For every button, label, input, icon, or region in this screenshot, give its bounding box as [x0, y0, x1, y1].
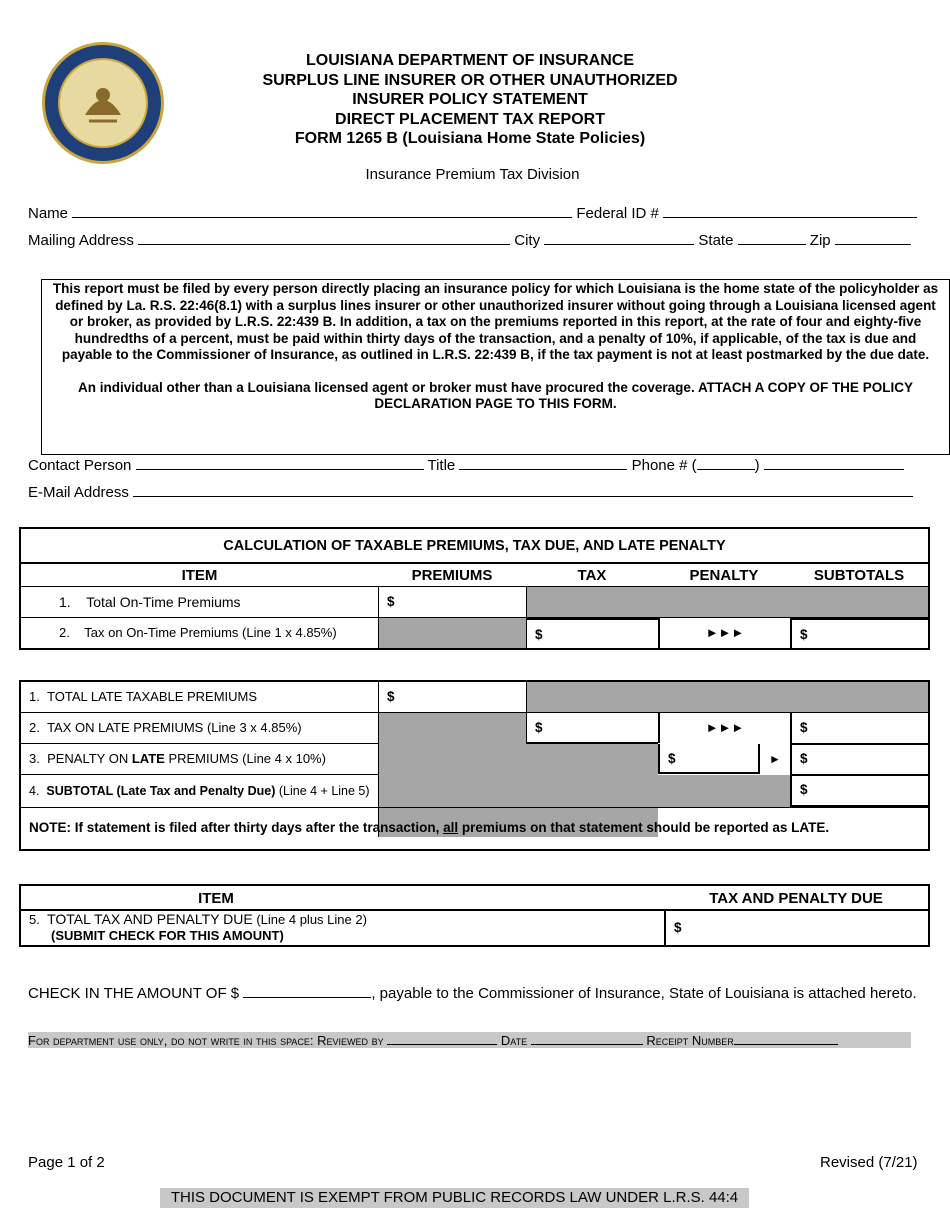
email-label: E-Mail Address — [28, 484, 129, 501]
late-row-3-arrow: ► — [769, 752, 781, 766]
late-row-3-text-bold: LATE — [131, 751, 165, 766]
late-row-1-premiums-field[interactable]: $ — [378, 682, 526, 712]
contact-row — [28, 455, 904, 474]
calc-row-2-subtotal-field[interactable]: $ — [790, 618, 928, 648]
total-header-item: ITEM — [198, 890, 234, 907]
city-label: City — [514, 232, 541, 249]
dept-date-field[interactable] — [531, 1032, 643, 1045]
state-seal-logo — [42, 42, 164, 164]
check-amount-field[interactable] — [243, 983, 371, 998]
late-penalty-shaded — [658, 775, 790, 807]
calculation-table-title: CALCULATION OF TAXABLE PREMIUMS, TAX DUE, AND LATE PENALTY — [223, 538, 726, 554]
total-due-table — [19, 884, 930, 947]
late-row-4-text-bold: SUBTOTAL (Late Tax and Penalty Due) — [46, 784, 276, 798]
late-row-4-num: 4. — [29, 784, 40, 798]
address-row — [28, 230, 911, 249]
header-premiums: PREMIUMS — [411, 567, 493, 584]
phone-number-field[interactable] — [764, 455, 904, 470]
calc-row-1-premiums-field[interactable]: $ — [378, 587, 526, 617]
title-label: Title — [427, 457, 456, 474]
department-use-bar — [28, 1032, 911, 1048]
check-text-a: CHECK IN THE AMOUNT OF $ — [28, 985, 240, 1002]
zip-field[interactable] — [835, 230, 911, 245]
late-row-2-subtotal-field[interactable]: $ — [790, 713, 928, 743]
title-field[interactable] — [459, 455, 627, 470]
header-penalty: PENALTY — [689, 567, 759, 584]
header-line-1: LOUISIANA DEPARTMENT OF INSURANCE — [306, 52, 634, 69]
contact-person-label: Contact Person — [28, 457, 132, 474]
calc-row-2-shaded — [378, 618, 526, 648]
late-row-3-label — [29, 744, 379, 774]
calc-row-1-num: 1. — [59, 594, 71, 610]
calc-row-2-arrows: ►►► — [658, 618, 790, 648]
calc-row-2-text: Tax on On-Time Premiums (Line 1 x 4.85%) — [84, 625, 337, 640]
late-row-1-text: TOTAL LATE TAXABLE PREMIUMS — [47, 689, 258, 704]
zip-label: Zip — [809, 232, 831, 249]
check-text-b: , payable to the Commissioner of Insurance, State of Louisiana is attached hereto. — [371, 985, 917, 1002]
late-row-2-text: TAX ON LATE PREMIUMS (Line 3 x 4.85%) — [47, 720, 302, 735]
header-line-3: INSURER POLICY STATEMENT — [352, 91, 588, 108]
notice-paragraph-1: This report must be filed by every person directly placing an insurance policy for which Louisiana is the home state of the policyholder as defined by La. R.S. 22:46(8.1) with a surplus lines insurer or other unauthorized insurer without going through a Louisiana licensed agent or broker, as provided by L.R.S. 22:439 B. In addition, a tax on the premiums reported in this report, at the rate of four and eighty-five hundredths of a percent, must be paid within thirty days of the transaction, and a penalty of 10%, if applicable, of the tax is due and payable to the Commissioner of Insurance, as outlined in L.R.S. 22:439 B, if the tax payment is not at least postmarked by the due date. — [52, 281, 939, 362]
seal-graphic — [45, 45, 161, 161]
phone-label: Phone # ( — [631, 457, 697, 474]
dept-date-label: Date — [500, 1033, 528, 1048]
email-row — [28, 482, 913, 501]
check-row — [28, 983, 917, 1002]
late-row-2-label — [29, 713, 379, 743]
late-note-text-a: NOTE: If statement is filed after thirty days after the transaction, — [29, 820, 444, 835]
late-row-2-num: 2. — [29, 720, 40, 735]
late-row-3-subtotal-field[interactable]: $ — [790, 744, 928, 774]
filing-notice — [41, 279, 950, 455]
receipt-number-field[interactable] — [734, 1032, 838, 1045]
total-row-submit-note: (SUBMIT CHECK FOR THIS AMOUNT) — [51, 928, 284, 943]
division-label: Insurance Premium Tax Division — [365, 166, 580, 183]
email-field[interactable] — [133, 482, 913, 497]
late-row-4-text: (Line 4 + Line 5) — [275, 784, 370, 798]
mailing-address-label: Mailing Address — [28, 232, 134, 249]
late-row-2-arrows: ►►► — [658, 713, 790, 743]
total-header-due: TAX AND PENALTY DUE — [709, 890, 883, 907]
federal-id-label: Federal ID # — [576, 205, 659, 222]
late-row-1-shaded — [526, 682, 928, 712]
late-note — [29, 808, 924, 848]
calculation-table — [19, 527, 930, 650]
contact-person-field[interactable] — [136, 455, 424, 470]
calc-row-1-shaded — [526, 587, 928, 617]
total-amount-field[interactable]: $ — [664, 911, 928, 945]
calc-row-1-label — [59, 587, 379, 617]
calc-row-2-label — [59, 618, 379, 648]
state-field[interactable] — [738, 230, 806, 245]
late-row-4-label — [29, 775, 379, 807]
federal-id-field[interactable] — [663, 203, 917, 218]
late-row-4-subtotal-field[interactable]: $ — [790, 775, 928, 807]
late-row-3-num: 3. — [29, 751, 40, 766]
revised-date: Revised (7/21) — [820, 1154, 918, 1171]
total-row-label — [29, 911, 659, 945]
late-note-text-c: premiums on that statement should be reported as LATE. — [458, 820, 830, 835]
name-row — [28, 203, 917, 222]
name-field[interactable] — [72, 203, 572, 218]
header-tax: TAX — [577, 567, 607, 584]
state-label: State — [698, 232, 734, 249]
header-item: ITEM — [181, 567, 218, 584]
calc-row-2-num: 2. — [59, 625, 70, 640]
late-row-1-num: 1. — [29, 689, 40, 704]
header-title — [180, 51, 760, 149]
mailing-address-field[interactable] — [138, 230, 510, 245]
late-row-1-label — [29, 682, 379, 712]
calc-row-1-text: Total On-Time Premiums — [86, 594, 241, 610]
header-line-5: FORM 1265 B (Louisiana Home State Policies) — [294, 130, 646, 147]
notice-paragraph-2: An individual other than a Louisiana licensed agent or broker must have procured the coverage. ATTACH A COPY OF THE POLICY DECLARATION PAGE TO THIS FORM. — [78, 379, 913, 411]
late-row-3-penalty-field[interactable]: $ — [658, 744, 760, 774]
total-row-num: 5. — [29, 912, 40, 927]
late-premiums-table — [19, 680, 930, 851]
late-row-3-text-a: PENALTY ON — [47, 751, 132, 766]
total-row-text-a: TOTAL TAX AND PENALTY DUE — [47, 911, 253, 927]
header-subtotals: SUBTOTALS — [813, 567, 905, 584]
late-row-2-tax-field[interactable]: $ — [526, 713, 658, 744]
phone-close: ) — [754, 457, 760, 474]
late-note-underlined: all — [443, 820, 459, 835]
receipt-number-label: Receipt Number — [646, 1033, 734, 1048]
header-line-4: DIRECT PLACEMENT TAX REPORT — [335, 110, 605, 128]
phone-area-code-field[interactable] — [697, 455, 755, 470]
city-field[interactable] — [544, 230, 694, 245]
reviewed-by-field[interactable] — [387, 1032, 497, 1045]
header-line-2: SURPLUS LINE INSURER OR OTHER UNAUTHORIZED — [262, 71, 678, 89]
late-row-3-text-c: PREMIUMS (Line 4 x 10%) — [164, 751, 326, 766]
name-label: Name — [28, 205, 69, 222]
page-number: Page 1 of 2 — [28, 1154, 105, 1171]
total-row-text-b: (Line 4 plus Line 2) — [252, 912, 367, 927]
dept-use-text: For department use only, do not write in this space: Reviewed by — [28, 1033, 384, 1048]
calc-row-2-tax-field[interactable]: $ — [526, 618, 658, 648]
public-records-exemption: THIS DOCUMENT IS EXEMPT FROM PUBLIC RECORDS LAW UNDER L.R.S. 44:4 — [160, 1188, 749, 1208]
